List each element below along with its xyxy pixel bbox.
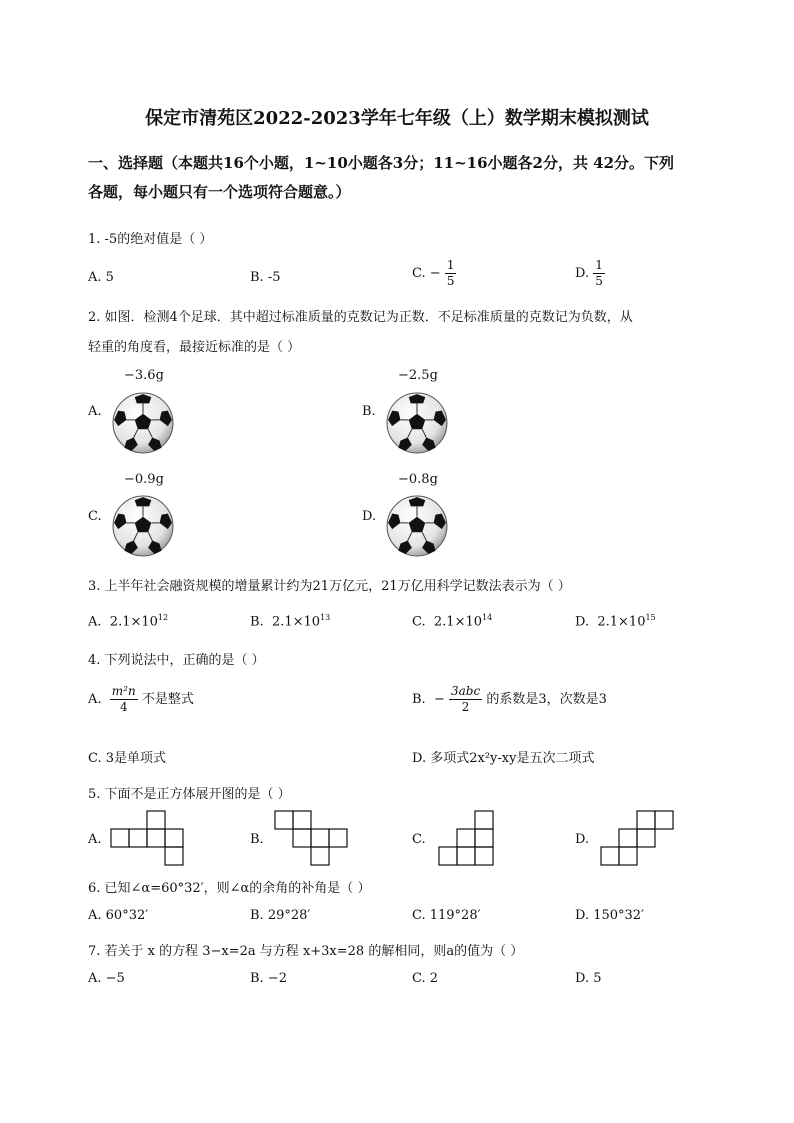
q2-option-d[interactable]: D. (362, 509, 377, 524)
q4-option-c[interactable]: C. 3是单项式 (88, 751, 167, 766)
q1-option-b[interactable]: B. -5 (250, 270, 281, 285)
q3-option-d[interactable] (575, 613, 656, 629)
soccer-ball-icon (112, 495, 174, 557)
q1-option-c-sign: − (429, 266, 441, 281)
q4-option-d[interactable]: D. 多项式2x²y-xy是五次二项式 (412, 751, 595, 766)
q5-option-a[interactable]: A. (88, 832, 102, 847)
q2-b-weight: −2.5g (398, 368, 438, 383)
q4-option-a-fraction (110, 684, 138, 715)
q1-option-c-fraction (445, 258, 457, 289)
q2-stem-line1: 2. 如图．检测4个足球．其中超过标准质量的克数记为正数．不足标准质量的克数记为负数，从 (88, 310, 633, 325)
q2-option-c[interactable]: C. (88, 509, 102, 524)
q7-option-b[interactable]: B. −2 (250, 971, 287, 986)
q4-option-b-text: 的系数是3，次数是3 (486, 692, 607, 707)
fraction-denominator: 2 (461, 700, 470, 714)
q2-option-b[interactable]: B. (362, 404, 376, 419)
q2-c-weight: −0.9g (124, 472, 164, 487)
fraction-numerator: 1 (446, 258, 455, 272)
fraction-denominator: 5 (446, 274, 455, 288)
fraction-numerator: 1 (595, 258, 603, 272)
q3-option-a[interactable] (88, 613, 168, 629)
fraction-numerator: 3abc (451, 684, 481, 698)
section-heading-line1: 一、选择题（本题共16个小题，1~10小题各3分；11~16小题各2分，共 42分。下列 (88, 154, 675, 172)
q1-stem: 1. -5的绝对值是（ ） (88, 232, 213, 247)
q7-stem: 7. 若关于 x 的方程 3−x=2a 与方程 x+3x=28 的解相同，则a的值为（ ） (88, 944, 524, 959)
q6-stem: 6. 已知∠α=60°32′，则∠α的余角的补角是（ ） (88, 881, 371, 896)
q6-option-d[interactable]: D. 150°32′ (575, 908, 645, 923)
q6-option-b[interactable]: B. 29°28′ (250, 908, 311, 923)
q4-stem: 4. 下列说法中，正确的是（ ） (88, 653, 265, 668)
q3-option-c[interactable] (412, 613, 492, 629)
q1-option-c[interactable] (412, 258, 456, 289)
cube-net-a-diagram (110, 810, 186, 866)
q4-option-b-fraction (449, 684, 482, 715)
q5-option-d[interactable]: D. (575, 832, 590, 847)
cube-net-b-diagram (274, 810, 350, 866)
q3-option-b-label: B. (250, 614, 264, 630)
soccer-ball-icon (386, 392, 448, 454)
q4-option-a-text: 不是整式 (141, 692, 194, 707)
cube-net-c-diagram (438, 810, 496, 866)
q7-option-d[interactable]: D. 5 (575, 971, 602, 986)
q3-option-d-label: D. (575, 614, 590, 630)
q3-option-c-exp: 14 (482, 613, 493, 622)
q3-option-c-label: C. (412, 614, 426, 630)
q2-option-a[interactable]: A. (88, 404, 102, 419)
q2-a-weight: −3.6g (124, 368, 164, 383)
q4-option-b-label: B. (412, 692, 426, 707)
q3-option-c-base: 2.1×10 (433, 614, 482, 630)
q6-option-c[interactable]: C. 119°28′ (412, 908, 481, 923)
soccer-ball-icon (112, 392, 174, 454)
q3-option-d-base: 2.1×10 (597, 614, 646, 630)
cube-net-d-diagram (600, 810, 676, 866)
q2-stem-line2: 轻重的角度看，最接近标准的是（ ） (88, 340, 301, 355)
fraction-denominator: 4 (119, 700, 128, 714)
q4-option-a[interactable] (88, 684, 194, 715)
q1-option-d-label: D. (575, 266, 590, 281)
q1-option-d-fraction (593, 258, 605, 289)
soccer-ball-icon (386, 495, 448, 557)
q6-option-a[interactable]: A. 60°32′ (88, 908, 149, 923)
q7-option-a[interactable]: A. −5 (88, 971, 125, 986)
q3-option-b-base: 2.1×10 (271, 614, 321, 630)
q5-stem: 5. 下面不是正方体展开图的是（ ） (88, 787, 291, 802)
q4-option-b-sign: − (433, 692, 445, 707)
q3-option-a-exp: 12 (157, 613, 169, 622)
q3-option-d-exp: 15 (645, 613, 656, 622)
q3-stem: 3. 上半年社会融资规模的增量累计约为21万亿元，21万亿用科学记数法表示为（ ） (88, 579, 571, 594)
section-heading-line2: 各题，每小题只有一个选项符合题意。） (88, 183, 351, 201)
q1-option-c-label: C. (412, 266, 426, 281)
q4-option-a-label: A. (88, 692, 102, 707)
q3-option-a-label: A. (88, 614, 102, 630)
q1-option-d[interactable] (575, 258, 605, 289)
q3-option-b-exp: 13 (320, 613, 331, 622)
q1-option-a[interactable]: A. 5 (88, 270, 114, 285)
q5-option-b[interactable]: B. (250, 832, 264, 847)
q3-option-b[interactable] (250, 613, 330, 629)
fraction-numerator: m²n (111, 684, 136, 698)
q4-option-b[interactable] (412, 684, 607, 715)
q3-option-a-base: 2.1×10 (109, 614, 158, 630)
fraction-denominator: 5 (595, 274, 603, 288)
q2-d-weight: −0.8g (398, 472, 438, 487)
q5-option-c[interactable]: C. (412, 832, 426, 847)
page-title: 保定市清苑区2022-2023学年七年级（上）数学期末模拟测试 (145, 108, 649, 129)
q7-option-c[interactable]: C. 2 (412, 971, 439, 986)
